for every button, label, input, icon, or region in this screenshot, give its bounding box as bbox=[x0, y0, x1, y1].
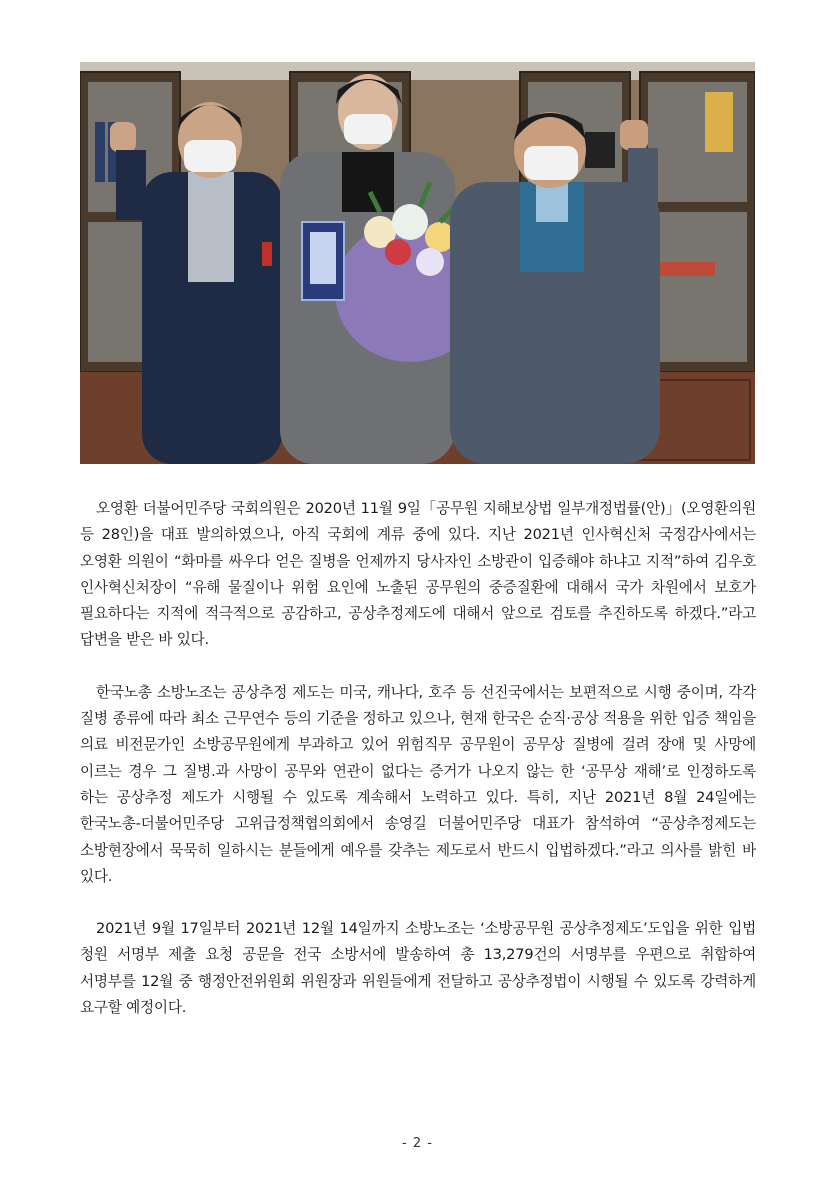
paragraph-2: 한국노총 소방노조는 공상추정 제도는 미국, 캐나다, 호주 등 선진국에서는 보편적으로 시행 중이며, 각각 질병 종류에 따라 최소 근무연수 등의 기준을 정하고 있으나, 현재 한국은 순직·공상 적용을 위한 입증 책임을 의료 비전문가인 소방공무원에게 부과하고 있어 위험직무 공무원이 공무상 질병에 걸려 장애 및 사망에 이르는 경우 그 질병.과 사망이 공무와 연관이 없다는 증거가 나오지 않는 한 ‘공무상 재해’로 인정하도록 하는 공상추정 제도가 시행될 수 있도록 계속해서 노력하고 있다. 특히, 지난 2021년 8월 24일에는 한국노총-더불어민주당 고위급정책협의회에서 송영길 더불어민주당 대표가 참석하여 “공상추정제도는 소방현장에서 묵묵히 일하시는 분들에게 예우를 갖추는 제도로서 반드시 입법하겠다.”라고 의사를 밝힌 바 있다. bbox=[80, 683, 756, 885]
paragraph-3: 2021년 9월 17일부터 2021년 12월 14일까지 소방노조는 ‘소방공무원 공상추정제도’도입을 위한 입법 청원 서명부 제출 요청 공문을 전국 소방서에 발송하여 총 13,279건의 서명부를 우편으로 취합하여 서명부를 12월 중 행정안전위원회 위원장과 위원들에게 전달하고 공상추정법이 시행될 수 있도록 강력하게 요구할 예정이다. bbox=[80, 920, 756, 1017]
event-photo bbox=[80, 62, 755, 464]
page-number: - 2 - bbox=[402, 1136, 433, 1151]
paragraph-1: 오영환 더불어민주당 국회의원은 2020년 11월 9일「공무원 지해보상법 일부개정법률(안)」(오영환의원 등 28인)을 대표 발의하였으나, 아직 국회에 계류 중에 있다. 지난 2021년 인사혁신처 국정감사에서는 오영환 의원이 “화마를 싸우다 얻은 질병을 언제까지 당사자인 소방관이 입증해야 하냐고 지적”하여 김우호 인사혁신처장이 “유해 물질이나 위험 요인에 노출된 공무원의 중증질환에 대해서 국가 차원에서 보호가 필요하다는 지적에 적극적으로 공감하고, 공상추정제도에 대해서 앞으로 검토를 추진하도록 하겠다.”라고 답변을 받은 바 있다. bbox=[80, 500, 756, 649]
body-text bbox=[80, 496, 756, 1021]
